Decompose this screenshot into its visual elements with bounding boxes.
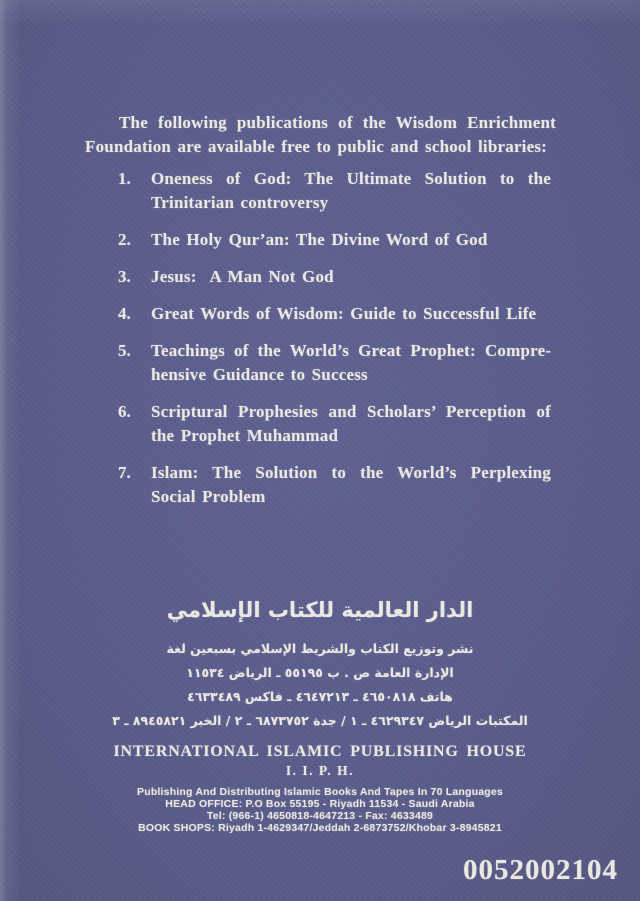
intro-paragraph: The following publications of the Wisdom Enrichment Foundation are available free to public and school libraries: — [85, 113, 556, 156]
publication-title: Scriptural Prophesies and Scholars’ Perception of the Prophet Muhammad — [151, 402, 551, 445]
publisher-tagline: Publishing And Distributing Islamic Books And Tapes In 70 Languages — [137, 786, 503, 798]
publisher-abbreviation: I. I. P. H. — [285, 763, 355, 778]
arabic-head-office: الإدارة العامة ص . ب ٥٥١٩٥ ـ الرياض ١١٥٣٤ — [186, 665, 454, 680]
publication-item — [118, 228, 551, 252]
publisher-tel-fax: Tel: (966-1) 4650818-4647213 - Fax: 4633489 — [206, 810, 434, 822]
publication-item — [118, 339, 551, 387]
publication-number: 1. — [118, 169, 131, 188]
publication-title: Oneness of God: The Ultimate Solution to the Trinitarian controversy — [151, 169, 551, 212]
arabic-tagline: نشر وتوزيع الكتاب والشريط الإسلامي بسبعين لغة — [166, 641, 474, 656]
publisher-head-office: HEAD OFFICE: P.O Box 55195 - Riyadh 11534 - Saudi Arabia — [165, 798, 475, 810]
arabic-bookshops: المكتبات الرياض ٤٦٢٩٣٤٧ ـ ١ / جدة ٦٨٧٣٧٥٢ ـ ٢ / الخبر ٨٩٤٥٨٢١ ـ ٣ — [112, 713, 528, 728]
arabic-publisher-block — [0, 598, 640, 733]
publication-number: 4. — [118, 304, 131, 323]
publication-title: Jesus: A Man Not God — [151, 267, 334, 286]
stock-number: 0052002104 — [463, 854, 618, 886]
publication-item — [118, 461, 551, 509]
publications-list — [118, 167, 551, 522]
publication-item — [118, 167, 551, 215]
publication-item — [118, 265, 551, 289]
publication-number: 7. — [118, 463, 131, 482]
publisher-name: INTERNATIONAL ISLAMIC PUBLISHING HOUSE — [113, 743, 527, 760]
publication-title: Teachings of the World’s Great Prophet: Comprehensive Guidance to Success — [151, 341, 551, 384]
publication-number: 5. — [118, 341, 131, 360]
publication-number: 2. — [118, 230, 131, 249]
publication-title: Islam: The Solution to the World’s Perplexing Social Problem — [151, 463, 551, 506]
publication-number: 6. — [118, 402, 131, 421]
publication-title: The Holy Qur’an: The Divine Word of God — [151, 230, 488, 249]
publication-item — [118, 400, 551, 448]
publication-title: Great Words of Wisdom: Guide to Successful Life — [151, 304, 537, 323]
arabic-publisher-name: الدار العالمية للكتاب الإسلامي — [166, 598, 474, 622]
english-publisher-block — [0, 743, 640, 834]
arabic-publisher-details — [0, 637, 640, 733]
publication-number: 3. — [118, 267, 131, 286]
publisher-book-shops: BOOK SHOPS: Riyadh 1-4629347/Jeddah 2-6873752/Khobar 3-8945821 — [138, 822, 502, 834]
publisher-details — [0, 786, 640, 834]
arabic-phone-fax: هاتف ٤٦٥٠٨١٨ ـ ٤٦٤٧٢١٣ ـ فاكس ٤٦٣٣٤٨٩ — [187, 689, 453, 704]
publication-item — [118, 302, 551, 326]
